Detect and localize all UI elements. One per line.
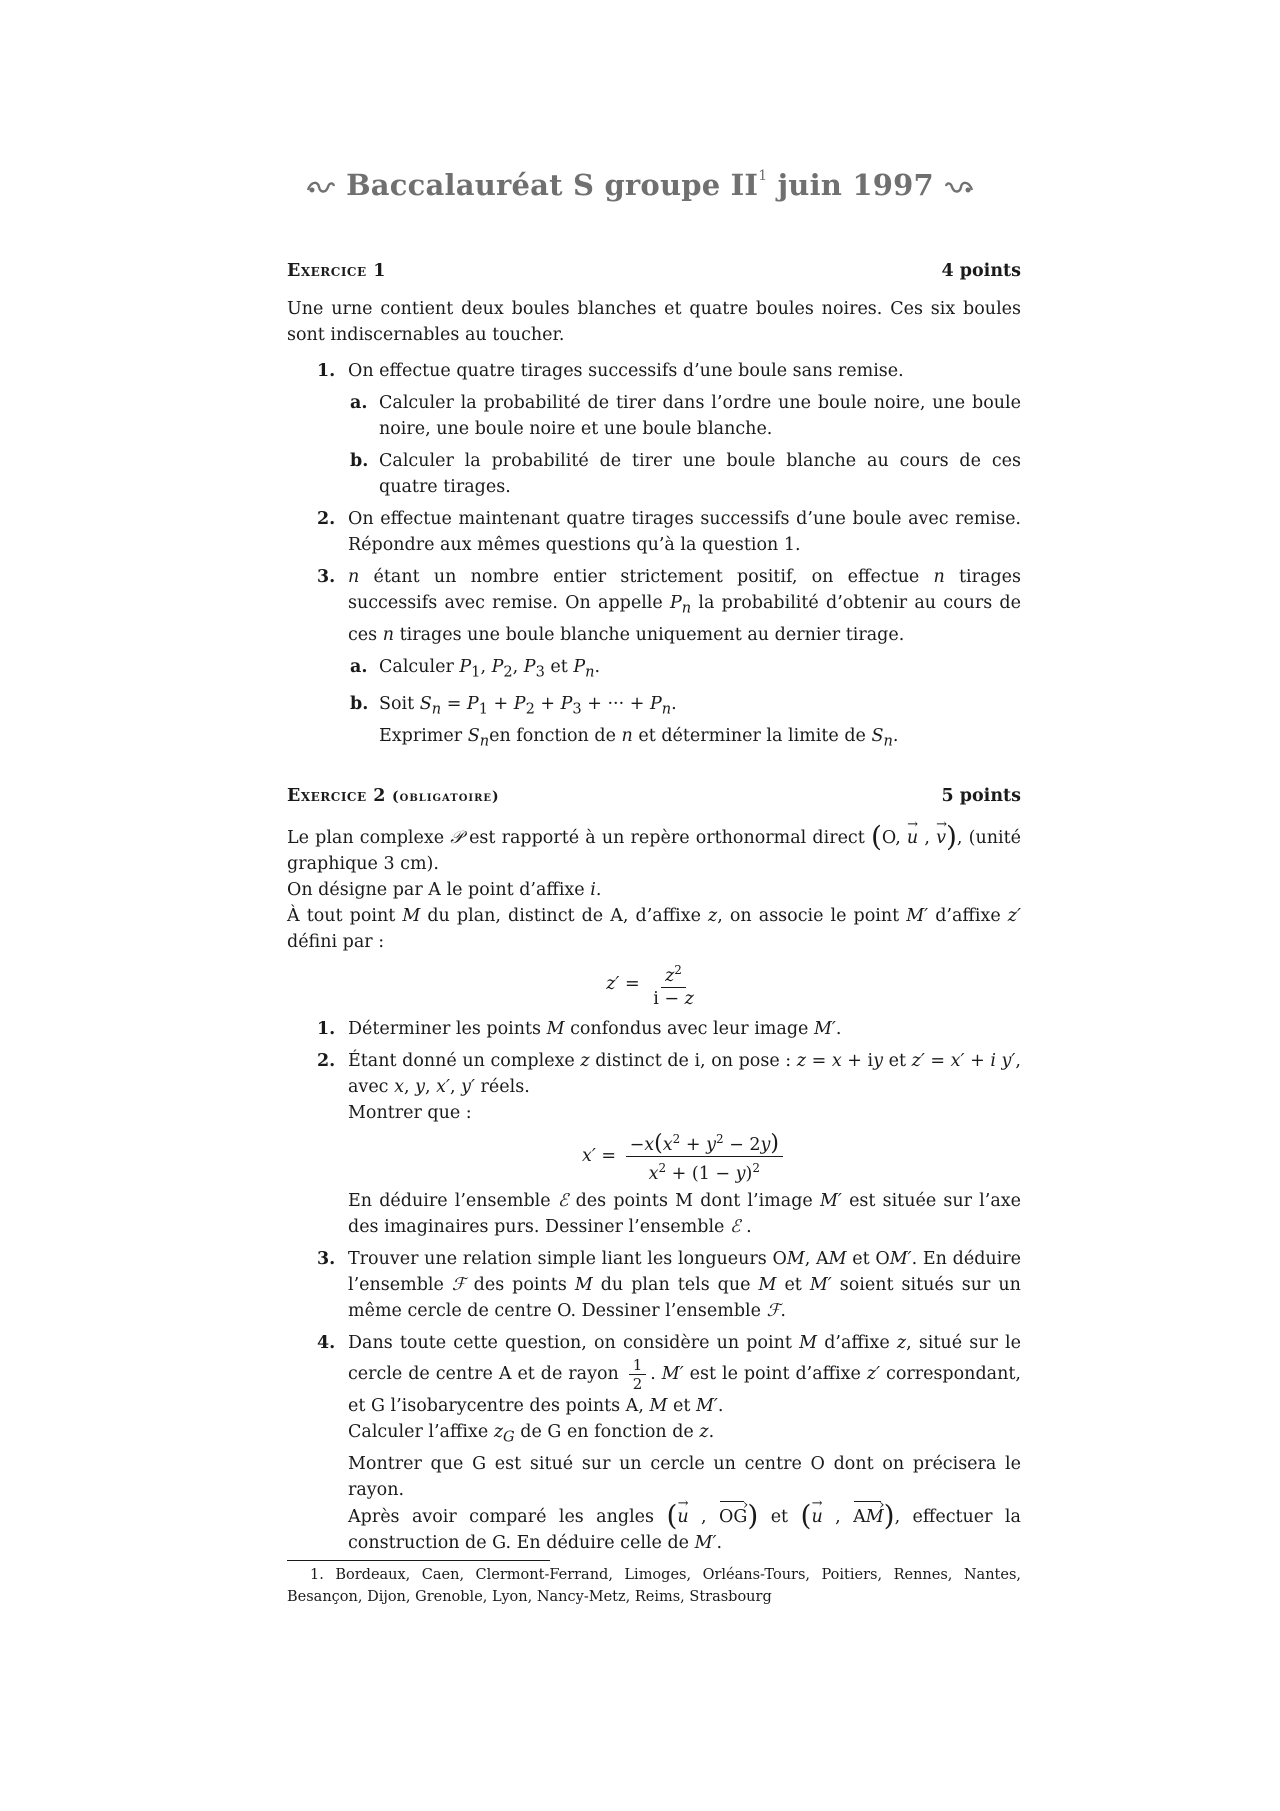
ex2-q4-text-c: , situé sur le cercle de centre A et de rayon: [348, 1333, 1021, 1385]
ex2-intro-1: Le plan complexe: [287, 828, 445, 848]
ex2-q4-number: 4.: [317, 1333, 336, 1354]
ex1-q3-text-4: tirages une boule blanche uniquement au dernier tirage.: [399, 624, 905, 645]
ex1-q3-b-line2-c: et déterminer la limite de: [638, 725, 866, 746]
ex2-q3-text-g: et: [784, 1275, 802, 1296]
ex1-q1-a-letter: a.: [350, 393, 368, 413]
ex2-intro-3: , (unité graphique 3 cm).: [287, 828, 1021, 874]
exercise-1-points: 4 points: [941, 261, 1021, 281]
ex1-q3-text-1: étant un nombre entier strictement positif, on effectue: [373, 567, 920, 587]
ex1-question-1: [287, 358, 1021, 384]
ex2-q4-text-a: Dans toute cette question, on considère un point: [348, 1333, 792, 1354]
exercise-2-heading: Exercice 2: [287, 786, 386, 806]
ex1-q2-number: 2.: [317, 509, 336, 529]
ex1-q1-text: On effectue quatre tirages successifs d’une boule sans remise.: [348, 361, 904, 381]
exercise-2-points: 5 points: [941, 786, 1021, 806]
ex2-q3-text-h: soient situés sur un même cercle de centre O. Dessiner l’ensemble: [348, 1275, 1021, 1322]
ex1-q1-number: 1.: [317, 361, 336, 381]
ex2-question-2: 2. Étant donné un complexe z distinct de i, on pose : z = x + iy et z′ = x′ + i y′, avec x, y, x′, y′ réels. Montrer que : x′ = $\frac{-x(x^2 + y^2 - 2y)}{x^2 + (1 - y)^2}$ En déduire l’ensemble ℰ des points M dont l’image M′ est située sur l’axe des imaginaires purs. Dessiner l’ensemble ℰ .: [287, 1048, 1021, 1241]
exercise-2-tag: (obligatoire): [392, 789, 500, 805]
ex1-q3-a-letter: a.: [350, 656, 368, 677]
page-title: [0, 168, 1280, 202]
ex2-q4-show: Montrer que G est situé sur un cercle un centre O dont on précisera le rayon.: [348, 1453, 1021, 1500]
ex2-intro-line3-a: À tout point: [287, 906, 396, 926]
ex2-q3-text-e: des points: [473, 1275, 567, 1296]
ex2-intro-line3-d: d’affixe: [935, 906, 1001, 926]
ex1-q3-number: 3.: [317, 567, 336, 587]
ex1-q3-b-text: Soit: [379, 694, 415, 714]
exercise-2-intro-line2: On désigne par A le point d’affixe i.: [287, 880, 602, 900]
ex2-question-4: 4. Dans toute cette question, on considère un point M d’affixe z, situé sur le cercle de centre A et de rayon $\frac{1}{2}$ . M′ est le point d’affixe z′ correspondant, et G l’isobarycentre des points A, M et M′. Calculer l’affixe $z_G$ de G en fonction de z. Montrer que G est situé sur un cercle un centre O dont on précisera le rayon. Après avoir comparé les angles (→ u , OG ›) et (→ u , AM ›), effectuer la construction de G. En déduire celle de M′.: [287, 1330, 1021, 1556]
exercise-1: [287, 258, 1021, 754]
exercise-1-heading: Exercice 1: [287, 261, 386, 281]
ex2-q1-number: 1.: [317, 1018, 336, 1039]
footnote: [287, 1564, 1021, 1608]
ex2-q4-text-b: d’affixe: [824, 1333, 890, 1354]
exercise-2: [287, 783, 1021, 1556]
ex2-q2-text-a: Étant donné un complexe: [348, 1050, 575, 1071]
formula-zprime: z′ = $\frac{z^2}{i - z}$: [287, 959, 1021, 1010]
ex1-q3-b: b. Soit $S_n = P_1 + P_2 + P_3$ + ··· + $P_n$. Exprimer $S_nen$ fonction de n et déterminer la limite de $S_n$.: [287, 691, 1021, 754]
ex2-q3-number: 3.: [317, 1249, 336, 1270]
formula-xprime: x′ = $\frac{-x(x^2 + y^2 - 2y)}{x^2 + (1 - y)^2}$: [348, 1128, 1021, 1185]
exercise-2-intro-line3: À tout point M du plan, distinct de A, d’affixe z, on associe le point M′ d’affixe z′ défini par :: [287, 906, 1021, 952]
ex1-q3-b-line2-a: Exprimer: [379, 725, 463, 746]
ex2-q4-text-f: et: [672, 1396, 691, 1417]
ex2-q2-text-d: réels.: [480, 1076, 530, 1097]
ex2-q2-deduce-c: est située sur l’axe des imaginaires purs. Dessiner l’ensemble: [348, 1191, 1021, 1238]
title-footnote-mark: 1: [758, 168, 768, 185]
ex1-question-3: 3. n étant un nombre entier strictement positif, on effectue n tirages successifs avec remise. On appelle $P_n$ la probabilité d’obtenir au cours de ces n tirages une boule blanche uniquement au dernier tirage.: [287, 564, 1021, 648]
ex1-q3-b-line2-b: en fonction de: [489, 725, 616, 746]
exercise-2-header: [287, 783, 1021, 810]
exercise-1-intro: Une urne contient deux boules blanches et quatre boules noires. Ces six boules sont indiscernables au toucher.: [287, 299, 1021, 345]
title-date: juin 1997: [777, 168, 934, 202]
ex2-q4-calc-b: de G en fonction de: [520, 1422, 694, 1443]
footnote-text: Bordeaux, Caen, Clermont-Ferrand, Limoges, Orléans-Tours, Poitiers, Rennes, Nantes, Besançon, Dijon, Grenoble, Lyon, Nancy-Metz, Reims, Strasbourg: [287, 1567, 1022, 1605]
ex2-q4-text-d: est le point d’affixe: [689, 1364, 861, 1385]
ex1-q1-b-letter: b.: [350, 451, 369, 471]
right-ornament-icon: [944, 178, 974, 196]
ex1-q1-a-text: Calculer la probabilité de tirer dans l’ordre une boule noire, une boule noire, une boule noire et une boule blanche.: [379, 393, 1021, 439]
ex2-q4-after-c: , effectuer la construction de G. En déduire celle de: [348, 1506, 1021, 1553]
ex2-q2-deduce-a: En déduire l’ensemble: [348, 1191, 551, 1212]
ex2-intro-2: est rapporté à un repère orthonormal direct: [469, 828, 865, 848]
ex2-q4-after-a: Après avoir comparé les angles: [348, 1506, 655, 1527]
exercise-1-header: [287, 258, 1021, 284]
ex1-q1-b: [287, 448, 1021, 500]
ex2-q3-text-a: Trouver une relation simple liant les longueurs O: [348, 1249, 787, 1270]
ex2-intro-line3-c: , on associe le point: [717, 906, 900, 926]
ex2-q2-number: 2.: [317, 1050, 336, 1071]
left-ornament-icon: [306, 178, 336, 196]
exercise-2-intro: Le plan complexe 𝒫 est rapporté à un repère orthonormal direct (O, → u , → v), (unité graphique 3 cm).: [287, 824, 1021, 877]
ex2-question-3: 3. Trouver une relation simple liant les longueurs OM, AM et OM′. En déduire l’ensemble ℱ des points M du plan tels que M et M′ soient situés sur un même cercle de centre O. Dessiner l’ensemble ℱ.: [287, 1246, 1021, 1324]
ex2-q3-text-f: du plan tels que: [600, 1275, 751, 1296]
ex2-intro-line2: On désigne par A le point d’affixe: [287, 880, 585, 900]
ex2-q4-after-b: et: [770, 1506, 789, 1527]
ex1-question-2: [287, 506, 1021, 558]
ex2-q4-calc-a: Calculer l’affixe: [348, 1422, 489, 1443]
ex2-q3-text-b: , A: [804, 1249, 829, 1270]
ex2-q2-text-b: distinct de i, on pose :: [595, 1050, 792, 1071]
ex2-q1-text-a: Déterminer les points: [348, 1018, 542, 1039]
ex1-q1-b-text: Calculer la probabilité de tirer une boule blanche au cours de ces quatre tirages.: [379, 451, 1021, 497]
title-text: Baccalauréat S groupe II: [346, 168, 759, 202]
ex1-q3-b-letter: b.: [350, 694, 369, 714]
ex2-q3-text-d: . En déduire l’ensemble: [348, 1249, 1021, 1296]
ex1-q2-text: On effectue maintenant quatre tirages successifs d’une boule avec remise. Répondre aux mêmes questions qu’à la question 1.: [348, 509, 1021, 555]
ex1-q3-text-3: la probabilité d’obtenir au cours de ces: [348, 593, 1021, 645]
ex2-q1-text-b: confondus avec leur image: [570, 1018, 809, 1039]
ex1-q3-a: a. Calculer $P_1$, $P_2$, $P_3$ et $P_n$.: [287, 654, 1021, 686]
footnote-rule: [287, 1560, 550, 1561]
ex2-q2-text-c: avec: [348, 1076, 389, 1097]
ex2-q2-show: Montrer que :: [348, 1102, 472, 1123]
ex2-q2-deduce-b: des points M dont l’image: [575, 1191, 813, 1212]
ex2-intro-line3-b: du plan, distinct de A, d’affixe: [427, 906, 701, 926]
footnote-number: 1.: [310, 1567, 324, 1583]
ex1-q1-a: [287, 390, 1021, 442]
ex1-q3-text-2: tirages successifs avec remise. On appelle: [348, 567, 1021, 613]
ex2-intro-line3-e: défini par :: [287, 932, 385, 952]
ex2-q3-text-c: et O: [852, 1249, 890, 1270]
ex1-q3-a-text: Calculer: [379, 656, 454, 677]
ex2-q4-text-e: correspondant, et G l’isobarycentre des points A,: [348, 1364, 1021, 1417]
ex2-question-1: 1. Déterminer les points M confondus avec leur image M′.: [287, 1016, 1021, 1042]
